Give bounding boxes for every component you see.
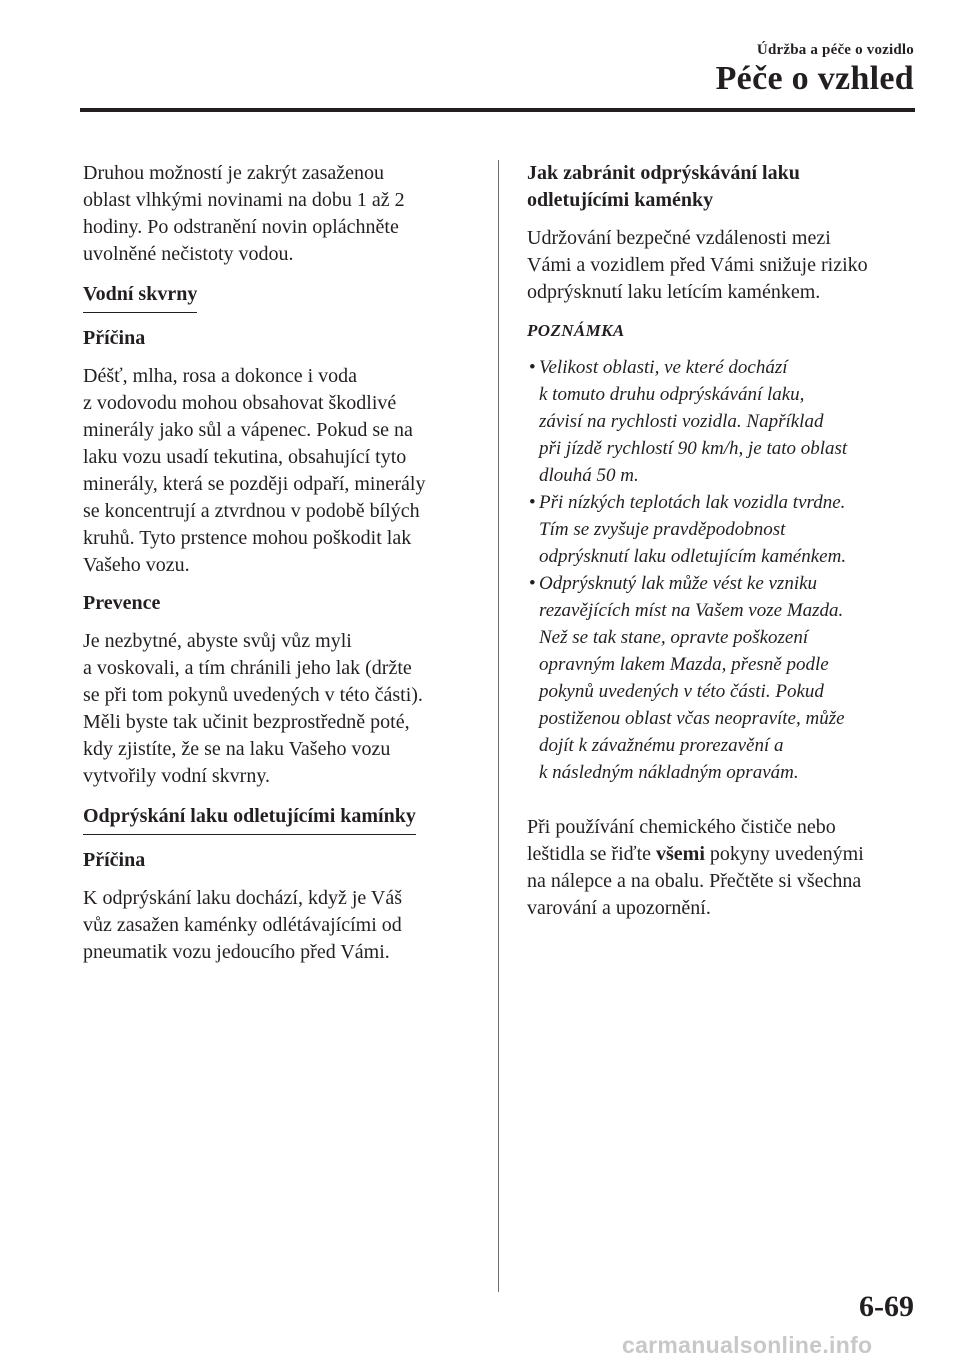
heading-line: odletujícími kaménky [527, 189, 714, 211]
chipping-cause-paragraph [83, 885, 478, 966]
text-line: dojít k závažnému prorezavění a [539, 735, 784, 756]
text-line: vůz zasažen kaménky odlétávajícími od [83, 914, 402, 936]
text-line: vytvořily vodní skvrny. [83, 765, 271, 787]
note-list [527, 354, 922, 786]
emphasis-text: všemi [656, 843, 705, 865]
text-line: laku vozu usadí tekutina, obsahující tyto [83, 446, 407, 468]
chipping-cause-label: Příčina [83, 849, 146, 871]
header-rule [80, 108, 915, 112]
spacer [527, 786, 922, 814]
text-line: a voskovali, a tím chránili jeho lak (držte [83, 657, 412, 679]
text-line: Udržování bezpečné vzdálenosti mezi [527, 227, 831, 249]
text-line: Při používání chemického čističe nebo [527, 816, 836, 838]
text-fragment: pokyny uvedenými [704, 843, 864, 865]
text-line: Vašeho vozu. [83, 554, 190, 576]
chipping-heading: Odprýskání laku odletujícími kamínky [83, 803, 416, 835]
right-column [527, 160, 922, 933]
text-line: minerály jako sůl a vápenec. Pokud se na [83, 419, 413, 441]
section-label: Údržba a péče o vozidlo [756, 42, 914, 58]
note-item [527, 570, 922, 786]
left-column [83, 160, 478, 977]
bullet-icon: • [529, 492, 536, 513]
watermark: carmanualsonline.info [622, 1332, 873, 1358]
text-line: odprýsknutí laku odletujícím kaménkem. [539, 546, 847, 567]
text-line: kdy zjistíte, že se na laku Vašeho vozu [83, 738, 391, 760]
note-title: POZNÁMKA [527, 321, 625, 340]
text-line: závisí na rychlosti vozidla. Například [539, 411, 824, 432]
text-line: kruhů. Tyto prstence mohou poškodit lak [83, 527, 412, 549]
water-spots-prevention-label: Prevence [83, 592, 161, 614]
text-line: Déšť, mlha, rosa a dokonce i voda [83, 365, 358, 387]
note-item [527, 489, 922, 570]
prevent-chipping-heading [527, 160, 922, 214]
text-line: hodiny. Po odstranění novin opláchněte [83, 216, 399, 238]
text-fragment: leštidla se řiďte [527, 843, 657, 865]
text-line: Měli byste tak učinit bezprostředně poté, [83, 711, 410, 733]
closing-paragraph [527, 814, 922, 922]
text-line: Je nezbytné, abyste svůj vůz myli [83, 630, 352, 652]
bullet-icon: • [529, 573, 536, 594]
prevent-chipping-paragraph [527, 225, 922, 306]
text-line: Vámi a vozidlem před Vámi snižuje riziko [527, 254, 868, 276]
text-line: Při nízkých teplotách lak vozidla tvrdne. [539, 492, 846, 513]
page-title: Péče o vzhled [715, 60, 914, 97]
intro-paragraph [83, 160, 478, 268]
water-spots-cause-label: Příčina [83, 327, 146, 349]
text-line [527, 841, 922, 868]
text-line: na nálepce a na obalu. Přečtěte si všechna [527, 870, 862, 892]
text-line: dlouhá 50 m. [539, 465, 639, 486]
text-line: se koncentrují a ztvrdnou v podobě bílých [83, 500, 420, 522]
text-line: k tomuto druhu odprýskávání laku, [539, 384, 805, 405]
text-line: Odprýsknutý lak může vést ke vzniku [539, 573, 818, 594]
text-line: Než se tak stane, opravte poškození [539, 627, 809, 648]
water-spots-prevention-paragraph [83, 628, 478, 790]
text-line: odprýsknutí laku letícím kaménkem. [527, 281, 821, 303]
text-line: Velikost oblasti, ve které dochází [539, 357, 788, 378]
text-line: oblast vlhkými novinami na dobu 1 až 2 [83, 189, 405, 211]
text-line: Tím se zvyšuje pravděpodobnost [539, 519, 786, 540]
text-line: z vodovodu mohou obsahovat škodlivé [83, 392, 397, 414]
text-line: postiženou oblast včas neopravíte, může [539, 708, 845, 729]
text-line: pokynů uvedených v této části. Pokud [539, 681, 824, 702]
text-line: se při tom pokynů uvedených v této části). [83, 684, 423, 706]
text-line: minerály, která se později odpaří, minerály [83, 473, 426, 495]
text-line: Druhou možností je zakrýt zasaženou [83, 162, 385, 184]
text-line: při jízdě rychlostí 90 km/h, je tato oblast [539, 438, 848, 459]
text-line: k následným nákladným opravám. [539, 762, 799, 783]
text-line: uvolněné nečistoty vodou. [83, 243, 294, 265]
text-line: rezavějících míst na Vašem voze Mazda. [539, 600, 844, 621]
heading-line: Jak zabránit odprýskávání laku [527, 162, 800, 184]
text-line: opravným lakem Mazda, přesně podle [539, 654, 829, 675]
text-line: varování a upozornění. [527, 897, 711, 919]
page-number: 6-69 [859, 1290, 914, 1323]
water-spots-heading: Vodní skvrny [83, 281, 197, 313]
note-item [527, 354, 922, 489]
bullet-icon: • [529, 357, 536, 378]
text-line: K odprýskání laku dochází, když je Váš [83, 887, 402, 909]
column-divider [498, 160, 499, 1292]
water-spots-cause-paragraph [83, 363, 478, 579]
text-line: pneumatik vozu jedoucího před Vámi. [83, 941, 390, 963]
